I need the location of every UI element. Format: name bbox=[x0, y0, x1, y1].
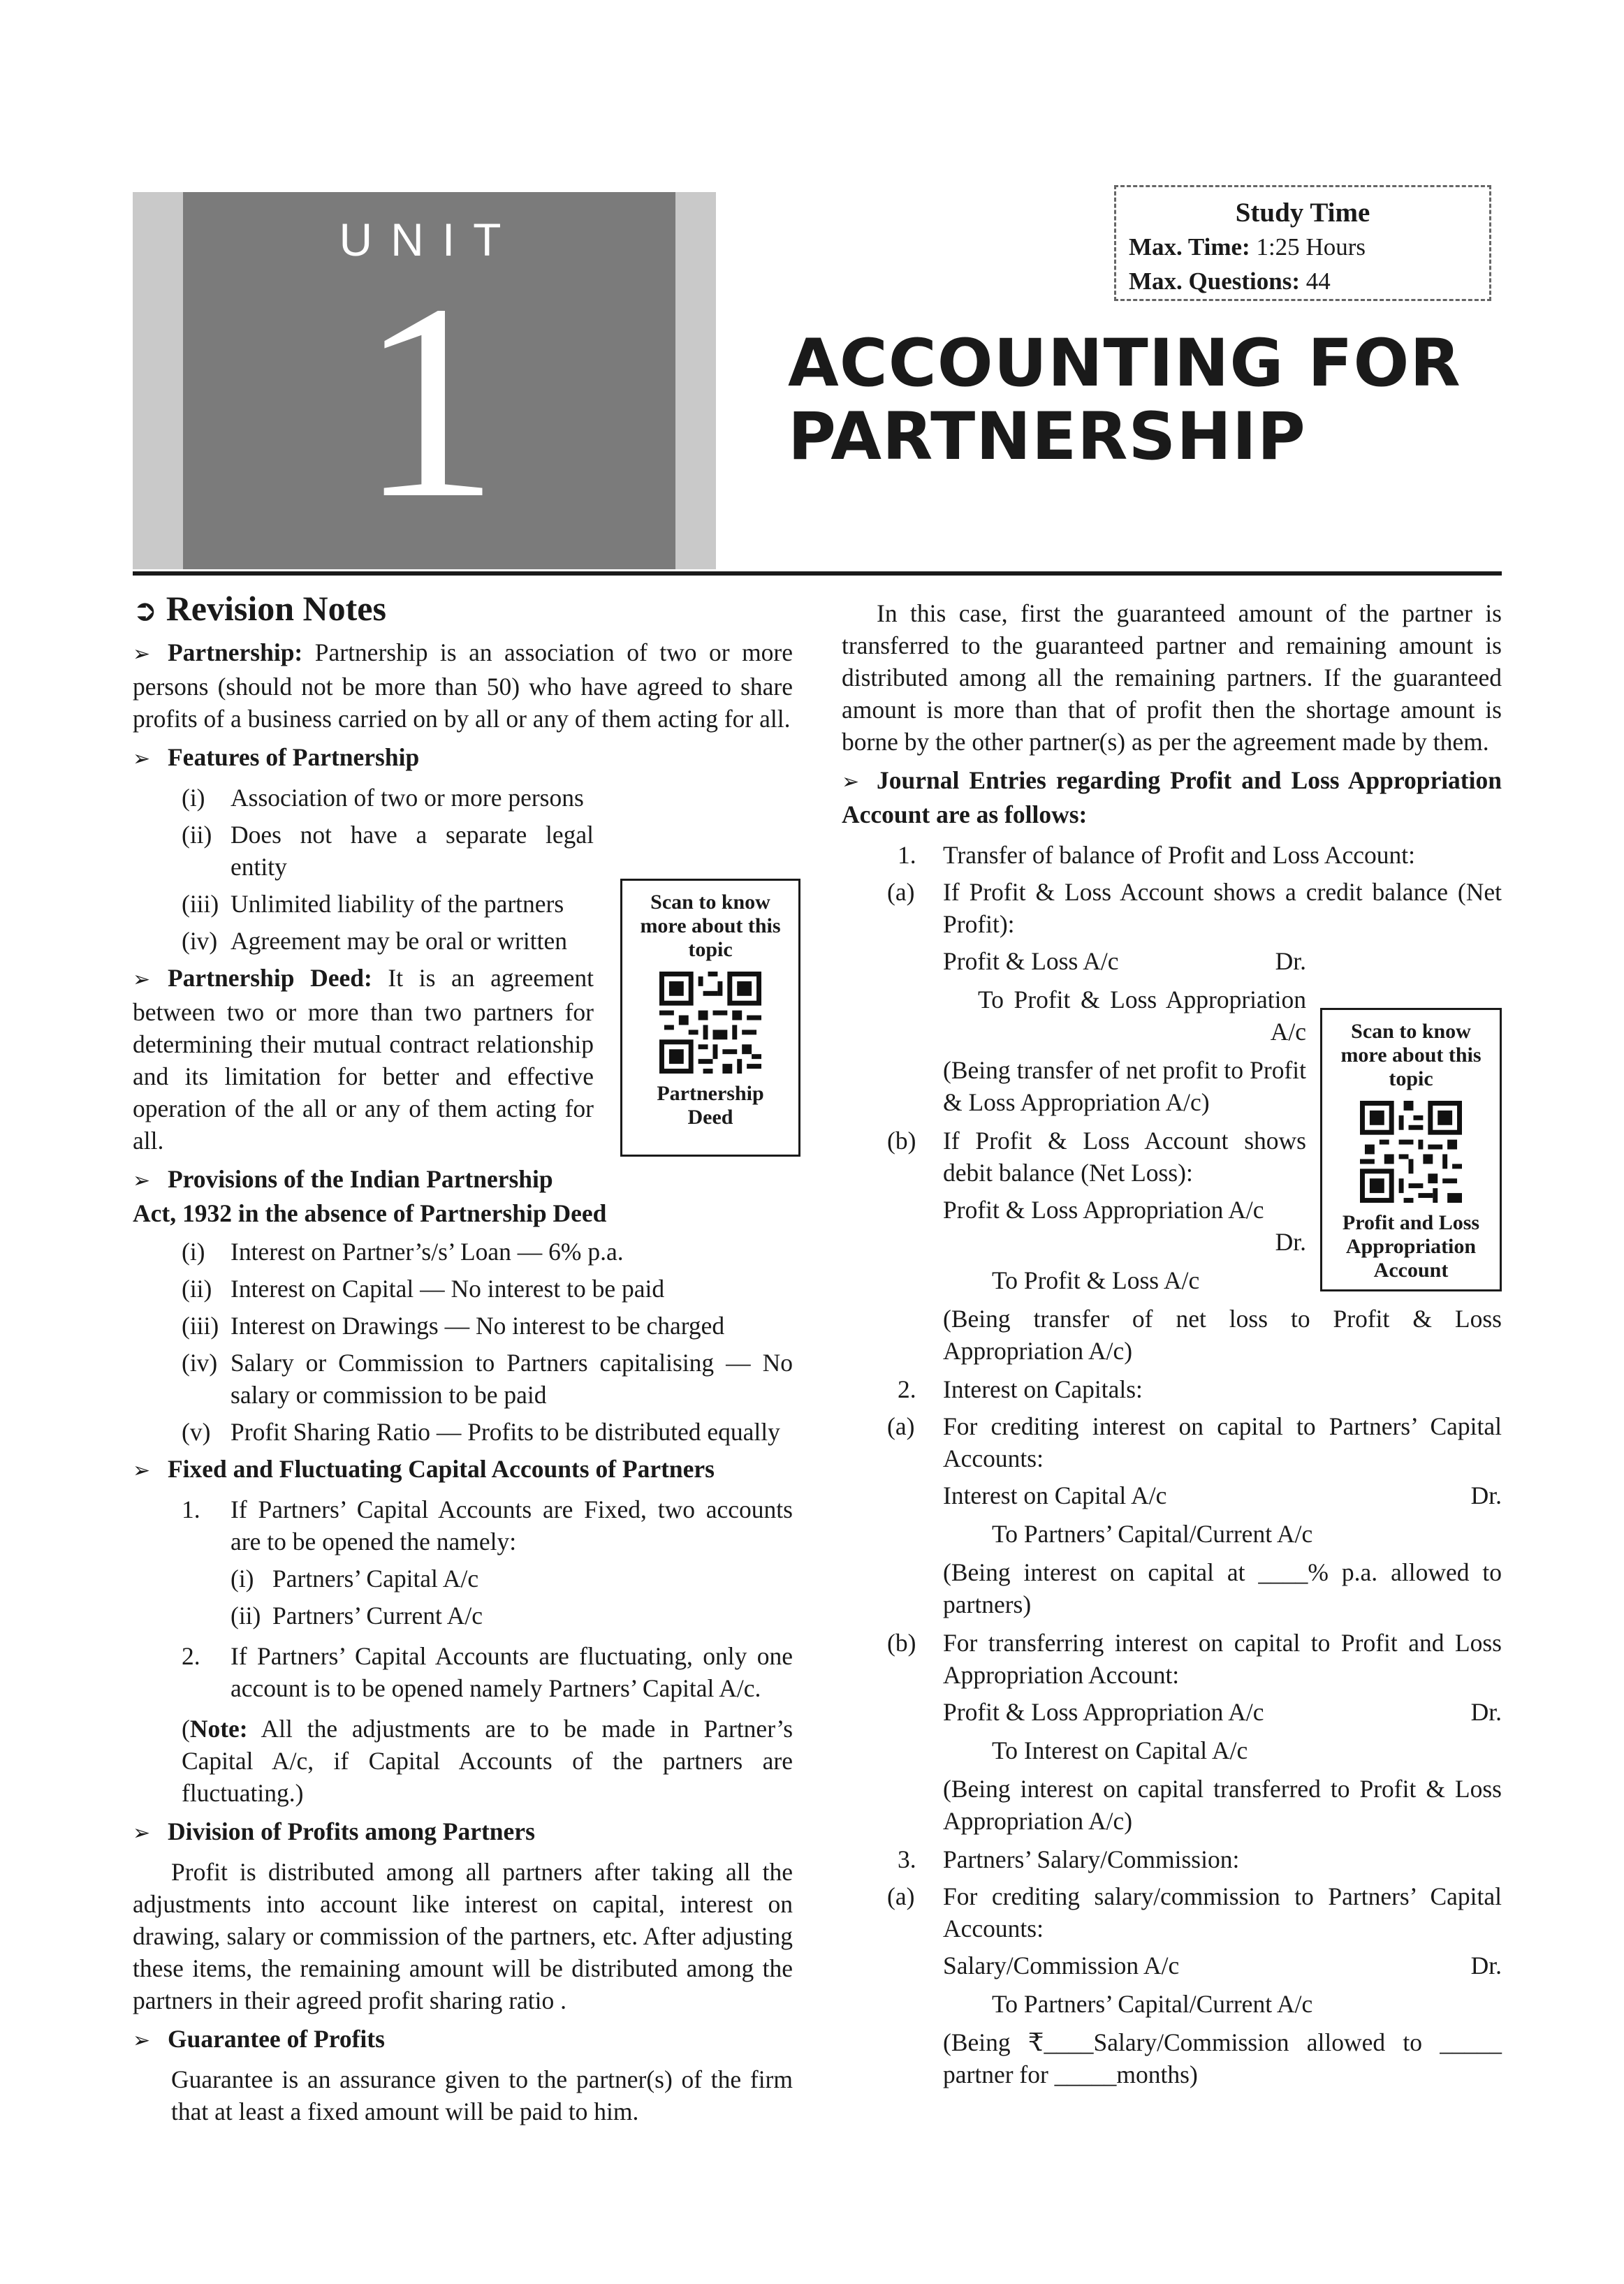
guarantee-heading: ➢ Guarantee of Profits bbox=[133, 2023, 793, 2057]
journal-narration: (Being transfer of net loss to Profit & Loss Appropriation A/c) bbox=[943, 1305, 1502, 1365]
guarantee-continued: In this case, first the guaranteed amount of the partner is transferred to the guaranteed partner and remaining amount is distributed among all the remaining partners. If the guaranteed amount is more than that of profit then the shortage amount is borne by the other partner(s) as per the agreement made by them. bbox=[842, 599, 1502, 756]
list-item: (i) Association of two or more persons bbox=[182, 784, 584, 812]
division-heading: ➢ Division of Profits among Partners bbox=[133, 1815, 793, 1850]
max-time: Max. Time: 1:25 Hours bbox=[1129, 233, 1366, 261]
qr-caption: Partnership Deed bbox=[657, 1082, 764, 1129]
list-item: 3. Partners’ Salary/Commission: bbox=[898, 1845, 1240, 1873]
qr-card-pl-appropriation[interactable] bbox=[1320, 1008, 1502, 1291]
list-item: 2. If Partners’ Capital Accounts are fluctuating, only one account is to be opened namely Partners’ Capital A/c. bbox=[182, 1642, 793, 1702]
study-time-title: Study Time bbox=[1235, 198, 1370, 228]
note: (Note: All the adjustments are to be made in Partner’s Capital A/c, if Capital Accounts of the partners are fluctuating.) bbox=[182, 1715, 793, 1807]
list-item: 1. Transfer of balance of Profit and Loss Account: bbox=[898, 841, 1415, 869]
journal-entries-heading: ➢ Journal Entries regarding Profit and Loss Appropriation Account are as follows: bbox=[842, 766, 1502, 828]
header-rule bbox=[133, 571, 1502, 576]
right-column bbox=[842, 597, 1502, 2097]
max-questions: Max. Questions: 44 bbox=[1129, 268, 1331, 295]
arrowhead-icon: ➢ bbox=[133, 642, 151, 666]
list-item: (i) Partners’ Capital A/c bbox=[231, 1565, 479, 1593]
left-column bbox=[133, 587, 793, 2134]
list-item: (v) Profit Sharing Ratio — Profits to be distributed equally bbox=[182, 1418, 780, 1446]
qr-caption: Profit and Loss Appropriation Account bbox=[1342, 1211, 1480, 1282]
journal-debit-line: Interest on Capital A/c Dr. bbox=[943, 1481, 1502, 1509]
division-text: Profit is distributed among all partners after taking all the adjustments into account like interest on capital, interest on drawing, salary or commission of the partners, etc. After adjusting these items, the remaining amount will be distributed among the partners in their agreed profit sharing ratio . bbox=[133, 1858, 793, 2014]
list-item: (iv) Salary or Commission to Partners capitalising — No salary or commission to be paid bbox=[182, 1349, 793, 1409]
journal-narration: (Being interest on capital at ____% p.a. allowed to partners) bbox=[943, 1558, 1502, 1618]
journal-narration: (Being transfer of net profit to Profit & Loss Appropriation A/c) bbox=[943, 1056, 1306, 1116]
arrowhead-icon: ➢ bbox=[842, 770, 860, 794]
journal-debit-line: Profit & Loss Appropriation A/c Dr. bbox=[943, 1698, 1502, 1726]
journal-debit-line: Profit & Loss A/c Dr. bbox=[943, 947, 1306, 975]
list-item: (iv) Agreement may be oral or written bbox=[182, 927, 568, 955]
qr-code-icon[interactable] bbox=[1360, 1101, 1462, 1203]
journal-debit-line: Salary/Commission A/c Dr. bbox=[943, 1952, 1502, 1979]
arrowhead-icon: ➢ bbox=[133, 1821, 151, 1845]
study-time-box bbox=[1114, 185, 1491, 301]
list-item: (iii) Unlimited liability of the partners bbox=[182, 890, 564, 918]
arrowhead-icon: ➢ bbox=[133, 1458, 151, 1483]
journal-credit-line: To Profit & Loss A/c bbox=[992, 1266, 1200, 1294]
qr-scan-label: Scan to know more about this topic bbox=[1340, 1020, 1482, 1090]
journal-credit-line: To Partners’ Capital/Current A/c bbox=[992, 1520, 1313, 1548]
list-item: (ii) Interest on Capital — No interest to be paid bbox=[182, 1275, 665, 1303]
features-heading: ➢ Features of Partnership bbox=[133, 741, 793, 775]
partnership-deed: ➢ Partnership Deed: It is an agreement between two or more than two partners for determining their mutual contract relationship and its limitation for better and effective operation of the all or any of them acting for all. bbox=[133, 964, 594, 1155]
arrow-circle-icon: ➲ bbox=[133, 593, 158, 627]
qr-scan-label: Scan to know more about this topic bbox=[640, 891, 781, 961]
list-item: (ii) Partners’ Current A/c bbox=[231, 1602, 483, 1630]
partnership-definition: ➢ Partnership: Partnership is an association of two or more persons (should not be more than 50) who have agreed to share profits of a business carried on by all or any of them acting for all. bbox=[133, 638, 793, 733]
guarantee-text: Guarantee is an assurance given to the partner(s) of the firm that at least a fixed amount will be paid to him. bbox=[171, 2065, 793, 2125]
list-item: (ii) Does not have a separate legal entity bbox=[182, 821, 594, 881]
dr-label: Dr. bbox=[1275, 1228, 1306, 1256]
journal-credit-line: To Interest on Capital A/c bbox=[992, 1736, 1248, 1764]
qr-code-icon[interactable] bbox=[659, 972, 761, 1074]
journal-credit-line: A/c bbox=[1270, 1018, 1306, 1046]
fixed-fluctuating-heading: ➢ Fixed and Fluctuating Capital Accounts of Partners bbox=[133, 1453, 793, 1487]
list-item: 2. Interest on Capitals: bbox=[898, 1375, 1143, 1403]
arrowhead-icon: ➢ bbox=[133, 747, 151, 771]
list-item: (b) For transferring interest on capital to Profit and Loss Appropriation Account: bbox=[887, 1629, 1502, 1689]
features-list bbox=[133, 782, 594, 957]
unit-number: 1 bbox=[359, 247, 499, 556]
list-item: (i) Interest on Partner’s/s’ Loan — 6% p.a. bbox=[182, 1238, 624, 1266]
arrowhead-icon: ➢ bbox=[133, 1169, 151, 1193]
unit-word: UNIT bbox=[339, 214, 520, 265]
provisions-list bbox=[133, 1236, 793, 1448]
list-item: (a) If Profit & Loss Account shows a credit balance (Net Profit): bbox=[887, 878, 1502, 938]
journal-narration: (Being ₹____Salary/Commission allowed to _____ partner for _____months) bbox=[943, 2028, 1502, 2088]
list-item: (iii) Interest on Drawings — No interest to be charged bbox=[182, 1312, 725, 1340]
qr-card-partnership-deed[interactable] bbox=[620, 879, 800, 1157]
journal-debit-line: Profit & Loss Appropriation A/c bbox=[943, 1196, 1264, 1224]
list-item: (a) For crediting salary/commission to Partners’ Capital Accounts: bbox=[887, 1882, 1502, 1942]
provisions-heading: ➢ Provisions of the Indian Partnership Act, 1932 in the absence of Partnership Deed bbox=[133, 1165, 607, 1227]
journal-credit-line: To Profit & Loss Appropriation bbox=[978, 986, 1306, 1013]
list-item: (a) For crediting interest on capital to Partners’ Capital Accounts: bbox=[887, 1412, 1502, 1472]
arrowhead-icon: ➢ bbox=[133, 2028, 151, 2053]
list-item: (b) If Profit & Loss Account shows debit balance (Net Loss): bbox=[887, 1127, 1306, 1187]
revision-notes-heading: ➲ Revision Notes bbox=[133, 589, 386, 628]
list-item: 1. If Partners’ Capital Accounts are Fixed, two accounts are to be opened the namely: bbox=[182, 1495, 793, 1555]
arrowhead-icon: ➢ bbox=[133, 967, 151, 992]
journal-narration: (Being interest on capital transferred to Profit & Loss Appropriation A/c) bbox=[943, 1775, 1502, 1835]
chapter-title: ACCOUNTING FOR PARTNERSHIP bbox=[788, 325, 1461, 475]
journal-credit-line: To Partners’ Capital/Current A/c bbox=[992, 1990, 1313, 2018]
